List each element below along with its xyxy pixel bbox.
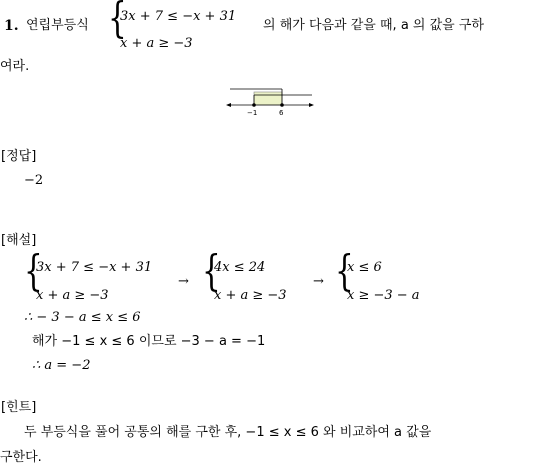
answer-value: −2 xyxy=(24,173,44,188)
problem-ineq-2: x + a ≥ −3 xyxy=(120,36,193,51)
solution-sys2-line2: x + a ≥ −3 xyxy=(214,288,287,303)
solution-brace-3: { xyxy=(335,246,354,295)
hint-label: [힌트] xyxy=(1,400,37,415)
problem-ineq-1: 3x + 7 ≤ −x + 31 xyxy=(120,9,237,24)
answer-label: [정답] xyxy=(1,149,37,164)
axis-arrow-left xyxy=(226,103,231,107)
solution-therefore-1: ∴ − 3 − a ≤ x ≤ 6 xyxy=(24,310,141,325)
hint-line2: 구한다. xyxy=(0,450,42,465)
solution-sys1-line1: 3x + 7 ≤ −x + 31 xyxy=(36,260,153,275)
axis-arrow-right xyxy=(309,103,314,107)
tick-label-left: −1 xyxy=(247,109,258,117)
solution-arrow-2: → xyxy=(313,274,324,289)
problem-lead: 연립부등식 xyxy=(26,18,89,33)
problem-brace: { xyxy=(108,0,127,42)
number-line-figure xyxy=(226,84,316,118)
solution-sys1-line2: x + a ≥ −3 xyxy=(36,288,109,303)
solution-arrow-1: → xyxy=(178,274,189,289)
solution-line: 해가 −1 ≤ x ≤ 6 이므로 −3 − a = −1 xyxy=(32,334,266,349)
left-point xyxy=(252,103,256,107)
solution-sys3-line2: x ≥ −3 − a xyxy=(347,288,420,303)
solution-label: [해설] xyxy=(1,233,37,248)
problem-number: 1. xyxy=(4,18,19,34)
shaded-region xyxy=(254,92,282,105)
solution-brace-2: { xyxy=(202,246,221,295)
hint-line1: 두 부등식을 풀어 공통의 해를 구한 후, −1 ≤ x ≤ 6 와 비교하여 a 값을 xyxy=(24,425,432,440)
solution-sys2-line1: 4x ≤ 24 xyxy=(214,260,266,275)
problem-text-line2: 여라. xyxy=(0,59,30,74)
problem-text-line1: 의 해가 다음과 같을 때, a 의 값을 구하 xyxy=(263,18,484,33)
right-point xyxy=(280,103,284,107)
tick-label-right: 6 xyxy=(279,109,284,117)
solution-brace-1: { xyxy=(24,246,43,295)
solution-sys3-line1: x ≤ 6 xyxy=(347,260,382,275)
solution-therefore-2: ∴ a = −2 xyxy=(32,358,91,373)
